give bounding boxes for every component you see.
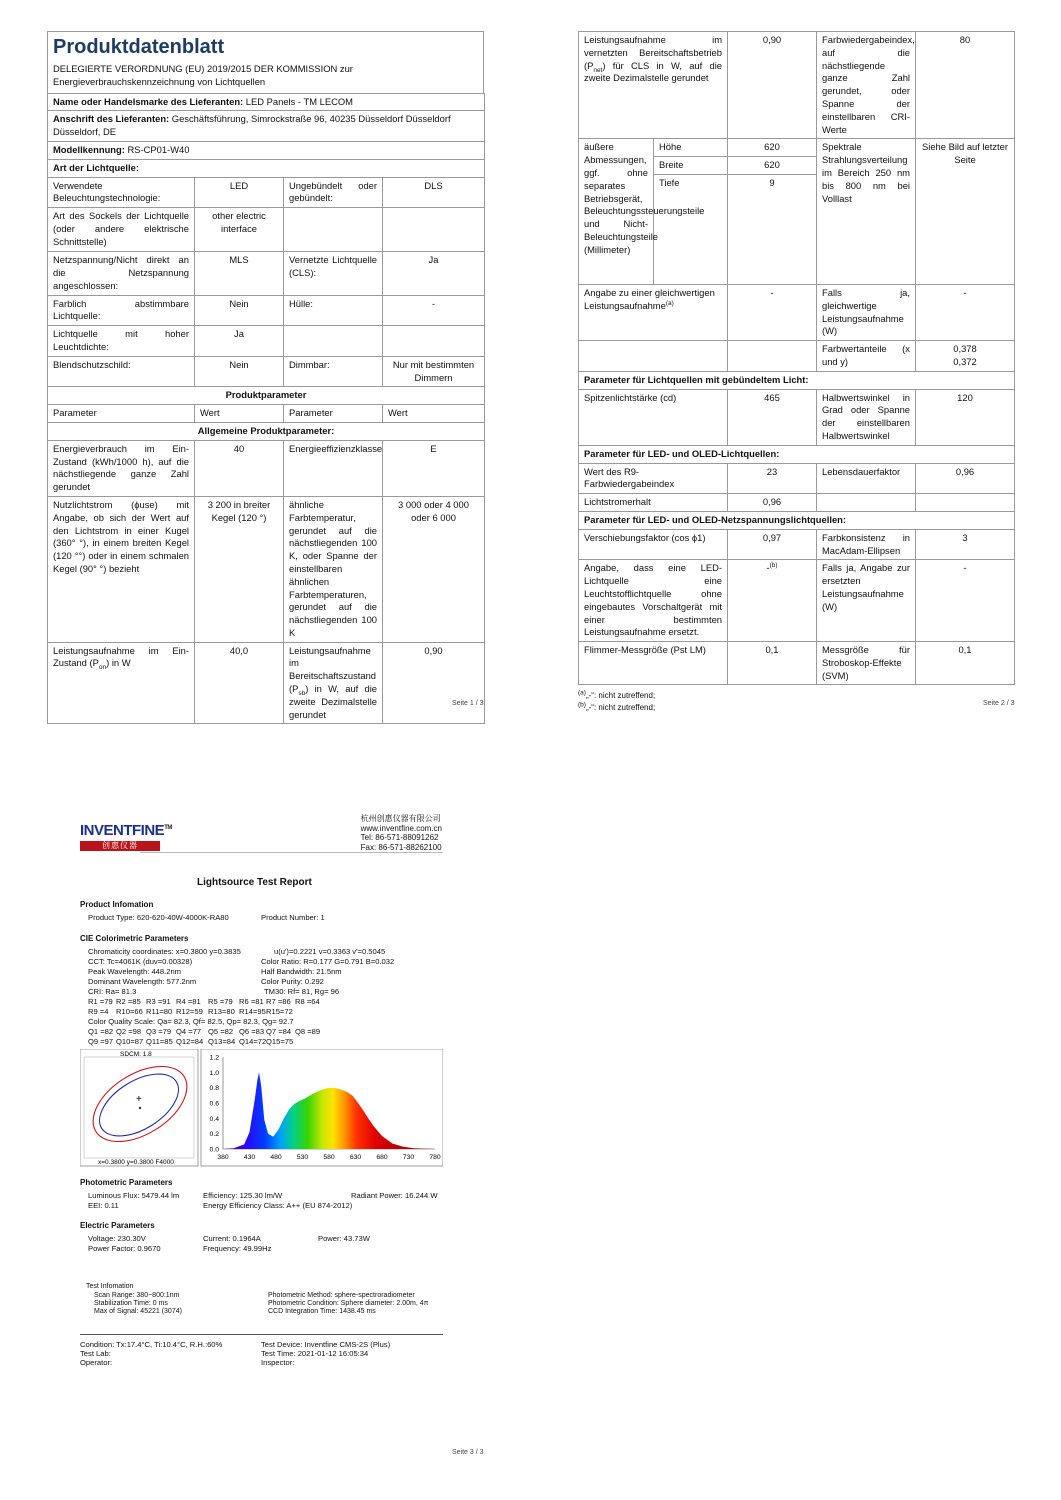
- page-number: Seite 1 / 3: [452, 700, 484, 707]
- param-label: Blendschutzschild:: [48, 356, 195, 387]
- param-value: Nur mit bestimmten Dimmern: [383, 356, 485, 387]
- chart-area: [80, 1049, 443, 1167]
- param-value: E: [383, 440, 485, 496]
- table-row: [48, 356, 485, 387]
- test-info-heading: Test Infomation: [86, 1283, 134, 1290]
- table-row: [48, 440, 485, 496]
- replace-if-value: -: [916, 560, 1015, 642]
- ifyes-value: -: [916, 284, 1015, 340]
- pnet-label-text: Leistungsaufnahme im vernetzten Bereitschaftsbetrieb (P: [584, 34, 722, 71]
- life-label: Lebensdauerfaktor: [817, 463, 916, 494]
- param-label: [284, 326, 383, 357]
- x-tick-label: 730: [402, 1154, 415, 1161]
- equiv-label: [579, 284, 728, 340]
- page-number: Seite 3 / 3: [452, 1449, 484, 1456]
- model-value: RS-CP01-W40: [127, 143, 190, 155]
- section-heading: CIE Colorimetric Parameters: [80, 934, 189, 943]
- dim-name: Höhe: [654, 139, 728, 157]
- energy-class: Energy Efficiency Class: A++ (EU 874-2012): [203, 1201, 353, 1210]
- type-heading: Art der Lichtquelle:: [48, 159, 485, 177]
- pon-label-text: ) in W: [106, 657, 131, 669]
- pon-label: [48, 642, 195, 724]
- table-row: [579, 32, 1015, 139]
- replace-if-label: Falls ja, Angabe zur ersetzten Leistungsaufnahme (W): [817, 560, 916, 642]
- address-value: Geschäftsführung, Simrockstraße 96, 40235 Düsseldorf Düsseldorf Düsseldorf, DE: [53, 113, 451, 138]
- footnotes: [578, 690, 1014, 714]
- radiant-power: Radiant Power: 16.244 W: [351, 1191, 438, 1200]
- r-value: R14=95: [239, 1007, 266, 1016]
- dim-name: Breite: [654, 157, 728, 175]
- psb-subscript: sb: [298, 689, 306, 697]
- page-number: Seite 2 / 3: [983, 700, 1015, 707]
- q-value: Q14=72: [239, 1037, 267, 1046]
- r-value: R9 =4: [88, 1007, 109, 1016]
- chroma-line: Chromaticity coordinates: x=0.3800 y=0.3835: [88, 947, 241, 956]
- cri-label: Farbwiedergabeindex, auf die nächstliegende ganze Zahl gerundet, oder Spanne der einstellbaren CRI-Werte: [817, 32, 916, 139]
- spectral-label: Spektrale Strahlungsverteilung im Bereich 250 nm bis 800 nm bei Volllast: [817, 139, 916, 285]
- pnet-value: 0,90: [728, 32, 817, 139]
- param-value: Nein: [195, 295, 284, 326]
- regulation-intro: DELEGIERTE VERORDNUNG (EU) 2019/2015 DER KOMMISSION zur Energieverbrauchskennzeichnung von Lichtquellen: [53, 63, 353, 87]
- q-value: Q10=87: [116, 1037, 144, 1046]
- x-tick-label: 480: [270, 1154, 282, 1161]
- operator: Operator:: [80, 1358, 113, 1367]
- replace-value: [728, 560, 817, 642]
- logo-wordmark: [80, 820, 190, 839]
- y-tick-label: 0.8: [209, 1085, 219, 1093]
- dim-value: 9: [728, 174, 817, 284]
- param-value: MLS: [195, 252, 284, 295]
- pnet-label-text: ) für CLS in W, auf die zweite Dezimalstelle gerundet: [584, 59, 722, 84]
- cie-diagram: [80, 1049, 200, 1166]
- datasheet-page-1: [47, 31, 484, 724]
- uv-line: u(u')=0.2221 v=0.3363 v'=0.5045: [274, 947, 386, 956]
- x-tick-label: 630: [349, 1154, 362, 1161]
- max-signal: Max of Signal: 45221 (3074): [94, 1308, 182, 1315]
- sdcm-label: SDCM: 1.8: [120, 1051, 152, 1058]
- address-label: Anschrift des Lieferanten:: [53, 113, 170, 125]
- pon-value: 40,0: [195, 642, 284, 724]
- y-tick-label: 1.0: [209, 1069, 219, 1077]
- section-heading-row: [579, 371, 1015, 389]
- flicker-value: 0,1: [728, 642, 817, 685]
- r9-label: Wert des R9-Farbwiedergabeindex: [579, 463, 728, 494]
- disp-label: Verschiebungsfaktor (cos ϕ1): [579, 529, 728, 560]
- table-row: [48, 496, 485, 642]
- test-condition: Condition: Tx:17.4°C, Ti:10.4°C, R.H.:60%: [80, 1340, 223, 1349]
- column-header: Parameter: [284, 405, 383, 423]
- company-info: [361, 814, 442, 852]
- chroma-x: 0,378: [953, 343, 977, 355]
- header-divider: [140, 852, 443, 853]
- flicker-label: Flimmer-Messgröße (Pst LM): [579, 642, 728, 685]
- q-value: Q5 =82: [208, 1027, 234, 1036]
- inventfine-logo: [80, 820, 190, 851]
- cie-measured-point: [139, 1107, 141, 1109]
- tm30-line: TM30: Rf= 81, Rg= 96: [264, 987, 340, 996]
- q-value: Q15=75: [266, 1037, 294, 1046]
- datasheet-header: [47, 31, 484, 93]
- logo-text: INVENT: [80, 822, 133, 839]
- allgemein-heading: Allgemeine Produktparameter:: [48, 422, 485, 440]
- cqs-line: Color Quality Scale: Qa= 82.3, Qf= 82.5, Qp= 82.3, Qg= 92.7: [88, 1017, 294, 1026]
- spectral-value: Siehe Bild auf letzter Seite: [916, 139, 1015, 285]
- macadam-value: 3: [916, 529, 1015, 560]
- address-row: [48, 111, 485, 142]
- produktparameter-heading-row: [48, 387, 485, 405]
- table-row: [48, 208, 485, 252]
- footnote-b: [578, 702, 1014, 714]
- param-label: Nutzlichtstrom (ϕuse) mit Angabe, ob sich der Wert auf den Lichtstrom in einer Kugel (360° °), in einem breiten Kegel (120 °°) oder in einem schmalen Kegel (90° °) bezieht: [48, 496, 195, 642]
- r-value: R5 =79: [208, 997, 233, 1006]
- company-tel: Tel: 86-571-88091262: [360, 833, 439, 843]
- allgemein-heading-row: [48, 422, 485, 440]
- table-row: [48, 326, 485, 357]
- test-report: [80, 808, 452, 1368]
- x-tick-label: 380: [217, 1154, 229, 1161]
- param-label: Dimmbar:: [284, 356, 383, 387]
- r-value: R7 =86: [266, 997, 291, 1006]
- footnote-marker: (b): [578, 701, 586, 709]
- cie-target-marker: +: [136, 1094, 142, 1105]
- test-device: Test Device: Inventfine CMS-2S (Plus): [261, 1340, 391, 1349]
- r-value: R6 =81: [239, 997, 264, 1006]
- table-row: [579, 341, 1015, 372]
- table-row: [48, 642, 485, 724]
- logo-trademark: TM: [164, 825, 172, 831]
- x-tick-label: 680: [376, 1154, 388, 1161]
- r-value: R11=80: [146, 1007, 173, 1016]
- spectrum-chart: [201, 1049, 443, 1166]
- psb-value: 0,90: [383, 642, 485, 724]
- param-value: 3 000 oder 4 000 oder 6 000: [383, 496, 485, 642]
- dim-name: Tiefe: [654, 174, 728, 284]
- q-value: Q11=85: [146, 1037, 173, 1046]
- param-value: Ja: [195, 326, 284, 357]
- footnote-a: [578, 690, 1014, 702]
- pon-subscript: on: [98, 664, 107, 672]
- param-label: Hülle:: [284, 295, 383, 326]
- table-row: [579, 139, 1015, 157]
- table-row: [48, 177, 485, 208]
- report-title: Lightsource Test Report: [197, 877, 312, 888]
- r-value: R2 =85: [116, 997, 141, 1006]
- inspector: Inspector:: [261, 1358, 295, 1367]
- frequency: Frequency: 49.99Hz: [203, 1244, 272, 1253]
- strobo-value: 0,1: [916, 642, 1015, 685]
- cri-line: CRI: Ra= 81.3: [88, 987, 137, 996]
- test-time: Test Time: 2021-01-12 16:05:34: [261, 1349, 369, 1358]
- type-heading-row: [48, 159, 485, 177]
- section-heading-row: [579, 445, 1015, 463]
- param-label: Art des Sockels der Lichtquelle (oder andere elektrische Schnittstelle): [48, 208, 195, 252]
- datasheet-page-2: [578, 31, 1014, 714]
- param-label: Vernetzte Lichtquelle (CLS):: [284, 252, 383, 295]
- company-website: www.inventfine.com.cn: [360, 823, 442, 833]
- supplier-row: [48, 93, 485, 111]
- section-heading: Photometric Parameters: [80, 1178, 173, 1187]
- y-tick-label: 0.0: [209, 1146, 219, 1154]
- x-tick-label: 580: [323, 1154, 335, 1161]
- r-value: R13=80: [208, 1007, 235, 1016]
- directional-heading: Parameter für Lichtquellen mit gebündeltem Licht:: [579, 371, 1015, 389]
- mains-heading: Parameter für LED- und OLED-Netzspannungslichtquellen:: [579, 511, 1015, 529]
- led-heading: Parameter für LED- und OLED-Lichtquellen:: [579, 445, 1015, 463]
- param-label: Netzspannung/Nicht direkt an die Netzspannung angeschlossen:: [48, 252, 195, 295]
- dim-value: 620: [728, 157, 817, 175]
- y-tick-label: 0.2: [209, 1131, 219, 1139]
- beam-label: Halbwertswinkel in Grad oder Spanne der einstellbaren Halbwertswinkel: [817, 389, 916, 445]
- q-value: Q8 =89: [295, 1027, 321, 1036]
- dimensions-label: äußere Abmessungen, ggf. ohne separates Betriebsgerät, Beleuchtungssteuerungsteile und Nicht-Beleuchtungsteile (Millimeter): [579, 139, 654, 285]
- company-name: 杭州创惠仪器有限公司: [360, 814, 441, 823]
- table-row: [579, 463, 1015, 494]
- table-row: [579, 494, 1015, 512]
- section-heading: Electric Parameters: [80, 1221, 155, 1230]
- beam-value: 120: [916, 389, 1015, 445]
- model-label: Modellkennung:: [53, 143, 125, 155]
- table-row: [579, 389, 1015, 445]
- r-value: R3 =91: [146, 997, 171, 1006]
- q-value: Q3 =79: [146, 1027, 172, 1036]
- r-value: R15=72: [266, 1007, 293, 1016]
- lumen-value: 0,96: [728, 494, 817, 512]
- cie-caption: x=0.3800 y=0.3800 F4000: [98, 1159, 174, 1166]
- efficiency: Efficiency: 125.30 lm/W: [203, 1191, 283, 1200]
- power-factor: Power Factor: 0.9670: [88, 1244, 161, 1253]
- q-value: Q4 =77: [176, 1027, 202, 1036]
- peak-line: Peak Wavelength: 448.2nm: [88, 967, 182, 976]
- cct-line: CCT: Tc=4061K (duv=0.00328): [88, 957, 193, 966]
- q-value: Q13=84: [208, 1037, 236, 1046]
- param-value: Nein: [195, 356, 284, 387]
- param-value: Ja: [383, 252, 485, 295]
- replace-value-text: -: [766, 562, 770, 574]
- footer-divider: [80, 1334, 443, 1335]
- table-row: [579, 284, 1015, 340]
- param-label: Verwendete Beleuchtungstechnologie:: [48, 177, 195, 208]
- macadam-label: Farbkonsistenz in MacAdam-Ellipsen: [817, 529, 916, 560]
- ifyes-label: Falls ja, gleichwertige Leistungsaufnahme (W): [817, 284, 916, 340]
- column-header: Wert: [195, 405, 284, 423]
- q-value: Q12=84: [176, 1037, 204, 1046]
- param-label: Ungebündelt oder gebündelt:: [284, 177, 383, 208]
- y-tick-label: 0.4: [209, 1115, 219, 1123]
- disp-value: 0,97: [728, 529, 817, 560]
- param-label: Farblich abstimmbare Lichtquelle:: [48, 295, 195, 326]
- report-charts: [80, 1049, 443, 1167]
- q-value: Q2 =98: [116, 1027, 142, 1036]
- column-header: Parameter: [48, 405, 195, 423]
- psb-label-text: ) in W, auf die zweite Dezimalstelle gerundet: [289, 683, 377, 720]
- dim-value: 620: [728, 139, 817, 157]
- test-lab: Test Lab:: [80, 1349, 111, 1358]
- q-value: Q6 =83: [239, 1027, 265, 1036]
- x-tick-label: 780: [429, 1154, 441, 1161]
- peak-label: Spitzenlichtstärke (cd): [579, 389, 728, 445]
- ccd-integration-time: CCD Integration Time: 1438.45 ms: [268, 1308, 376, 1315]
- produktparameter-heading: Produktparameter: [48, 387, 485, 405]
- dominant-line: Dominant Wavelength: 577.2nm: [88, 977, 197, 986]
- datasheet-table-2: [578, 31, 1015, 685]
- stabilization-time: Stabilization Time: 0 ms: [94, 1300, 168, 1307]
- pon-label-text: Leistungsaufnahme im Ein-Zustand (P: [53, 644, 189, 669]
- peak-value: 465: [728, 389, 817, 445]
- logo-text: FINE: [132, 822, 165, 839]
- power: Power: 43.73W: [318, 1234, 370, 1243]
- param-label: Energieverbrauch im Ein-Zustand (kWh/1000 h), auf die nächstliegende ganze Zahl gerundet: [48, 440, 195, 496]
- page-title: Produktdatenblatt: [53, 36, 225, 58]
- r-value: R1 =79: [88, 997, 113, 1006]
- r9-value: 23: [728, 463, 817, 494]
- product-type: Product Type: 620-620-40W-4000K-RA80: [88, 913, 229, 922]
- footnote-marker: (a): [578, 689, 586, 697]
- equiv-superscript: (a): [665, 299, 674, 307]
- replace-label: Angabe, dass eine LED-Lichtquelle eine Leuchtstofflichtquelle ohne eingebautes Vorschaltgerät mit einer bestimmten Leistungsaufnahme ersetzt.: [579, 560, 728, 642]
- product-number: Product Number: 1: [261, 913, 325, 922]
- eei: EEI: 0.11: [88, 1201, 119, 1210]
- equiv-label-text: Angabe zu einer gleichwertigen Leistungsaufnahme: [584, 286, 715, 311]
- param-label: Energieeffizienzklasse: [284, 440, 383, 496]
- model-row: [48, 141, 485, 159]
- table-row: [579, 642, 1015, 685]
- column-header: Wert: [383, 405, 485, 423]
- photometric-condition: Photometric Condition: Sphere diameter: 2.00m, 4π: [268, 1300, 429, 1307]
- current: Current: 0.1964A: [203, 1234, 261, 1243]
- logo-chinese: 创惠仪器: [80, 841, 160, 851]
- param-label: [284, 208, 383, 252]
- psb-label: [284, 642, 383, 724]
- param-value: other electric interface: [195, 208, 284, 252]
- chroma-value: [916, 341, 1015, 372]
- psb-label-text: Leistungsaufnahme im Bereitschaftszustand (P: [289, 644, 377, 695]
- param-value: LED: [195, 177, 284, 208]
- r-value: R12=59: [176, 1007, 203, 1016]
- supplier-label: Name oder Handelsmarke des Lieferanten:: [53, 95, 244, 107]
- chroma-label: Farbwertanteile (x und y): [817, 341, 916, 372]
- x-tick-label: 430: [243, 1154, 256, 1161]
- footnote-text: „-“: nicht zutreffend;: [585, 691, 656, 701]
- pnet-subscript: net: [593, 66, 603, 74]
- param-value: [383, 208, 485, 252]
- footnote-text: „-“: nicht zutreffend;: [585, 703, 656, 713]
- cri-value: 80: [916, 32, 1015, 139]
- q-value: Q1 =82: [88, 1027, 114, 1036]
- table-row: [579, 560, 1015, 642]
- table-row: [579, 529, 1015, 560]
- param-value: DLS: [383, 177, 485, 208]
- luminous-flux: Luminous Flux: 5479.44 lm: [88, 1191, 180, 1200]
- lumen-label: Lichtstromerhalt: [579, 494, 728, 512]
- q-value: Q9 =97: [88, 1037, 114, 1046]
- strobo-label: Messgröße für Stroboskop-Effekte (SVM): [817, 642, 916, 685]
- purity-line: Color Purity: 0.292: [261, 977, 324, 986]
- column-header-row: [48, 405, 485, 423]
- section-heading-row: [579, 511, 1015, 529]
- param-value: [383, 326, 485, 357]
- pnet-label: [579, 32, 728, 139]
- table-row: [48, 252, 485, 295]
- supplier-value: LED Panels - TM LECOM: [245, 95, 353, 107]
- section-heading: Product Infomation: [80, 900, 154, 909]
- scan-range: Scan Range: 380~800:1nm: [94, 1292, 180, 1299]
- r-value: R10=66: [116, 1007, 143, 1016]
- param-label: Lichtquelle mit hoher Leuchtdichte:: [48, 326, 195, 357]
- company-fax: Fax: 86-571-88262100: [360, 842, 442, 852]
- r-value: R4 =81: [176, 997, 201, 1006]
- equiv-value: -: [728, 284, 817, 340]
- param-label: ähnliche Farbtemperatur, gerundet auf die nächstliegenden 100 K, oder Spanne der einstellbaren ähnlichen Farbtemperaturen, gerundet auf die nächstliegenden 100 K: [284, 496, 383, 642]
- param-value: 3 200 in breiter Kegel (120 °): [195, 496, 284, 642]
- table-row: [48, 295, 485, 326]
- r-value: R8 =64: [295, 997, 320, 1006]
- y-tick-label: 0.6: [209, 1100, 219, 1108]
- photometric-method: Photometric Method: sphere-spectroradiometer: [268, 1292, 415, 1299]
- ratio-line: Color Ratio: R=0.177 G=0.791 B=0.032: [261, 957, 395, 966]
- y-tick-label: 1.2: [209, 1054, 219, 1062]
- life-value: 0,96: [916, 463, 1015, 494]
- q-value: Q7 =84: [266, 1027, 292, 1036]
- replace-superscript: (b): [769, 562, 778, 570]
- x-tick-label: 530: [296, 1154, 309, 1161]
- voltage: Voltage: 230.30V: [88, 1234, 146, 1243]
- param-value: -: [383, 295, 485, 326]
- chroma-y: 0,372: [953, 355, 977, 367]
- halfbw-line: Half Bandwidth: 21.5nm: [261, 967, 342, 976]
- param-value: 40: [195, 440, 284, 496]
- datasheet-table-1: [47, 93, 485, 725]
